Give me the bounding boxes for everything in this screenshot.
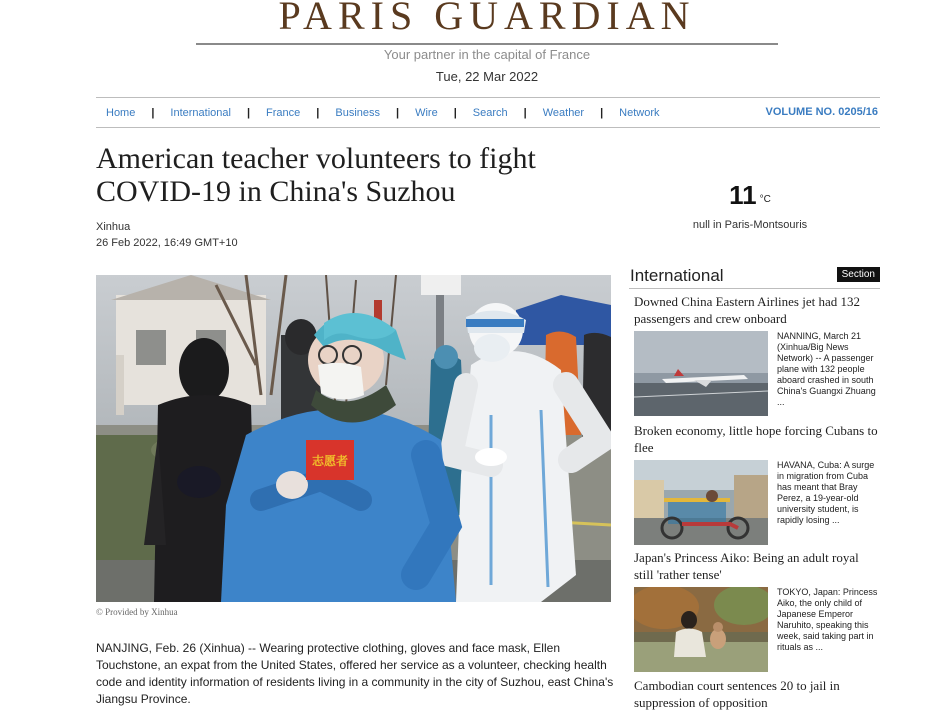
princess-photo-illustration — [634, 587, 768, 672]
nav-separator: | — [246, 106, 251, 119]
nav-items — [106, 98, 660, 127]
sidebar-story[interactable] — [634, 549, 880, 652]
weather-temperature — [670, 180, 830, 211]
article-headline: American teacher volunteers to fight COVID-19 in China's Suzhou — [96, 142, 536, 208]
logo-divider — [196, 43, 778, 45]
section-badge[interactable]: Section — [837, 267, 880, 282]
sidebar-story[interactable] — [634, 422, 880, 525]
nav-network-link[interactable]: Network — [619, 106, 660, 119]
photo-credit: © Provided by Xinhua — [96, 607, 178, 617]
weather-location: null in Paris-Montsouris — [692, 219, 808, 231]
story-thumbnail[interactable] — [634, 587, 768, 672]
nav-wire-link[interactable]: Wire — [415, 106, 438, 119]
nav-separator: | — [151, 106, 155, 119]
story-summary: HAVANA, Cuba: A surge in migration from Cuba has meant that Bray Perez, a 19-year-old university student, is rapidly losing ... — [777, 460, 875, 525]
volunteer-badge-text: 志愿者 — [311, 454, 349, 468]
nav-separator: | — [453, 106, 457, 119]
article-hero-photo — [96, 275, 611, 602]
sidebar-title: International — [630, 266, 724, 285]
story-summary: NANNING, March 21 (Xinhua/Big News Network) -- A passenger plane with 132 people aboard crashed in south China's Guangxi Zhuang ... — [777, 331, 876, 407]
story-title-link[interactable]: Cambodian court sentences 20 to jail in suppression of opposition — [634, 678, 840, 710]
nav-home-link[interactable]: Home — [106, 106, 136, 119]
weather-widget — [670, 180, 830, 231]
volume-number: VOLUME NO. 0205/16 — [765, 106, 878, 118]
nav-separator: | — [396, 106, 400, 119]
article-source: Xinhua — [96, 221, 131, 233]
temperature-unit: °C — [759, 194, 771, 205]
current-date: Tue, 22 Mar 2022 — [435, 69, 539, 84]
story-summary: TOKYO, Japan: Princess Aiko, the only child of Japanese Emperor Naruhito, speaking this week, said taking part in rituals as ... — [777, 587, 878, 652]
sidebar-header — [629, 266, 880, 289]
sidebar-story[interactable] — [634, 677, 880, 711]
article-published-date: 26 Feb 2022, 16:49 GMT+10 — [96, 237, 238, 249]
story-thumbnail[interactable] — [634, 331, 768, 416]
nav-france-link[interactable]: France — [266, 106, 301, 119]
temperature-value: 11 — [729, 180, 757, 210]
story-title-link[interactable]: Downed China Eastern Airlines jet had 132 passengers and crew onboard — [634, 294, 861, 326]
nav-separator: | — [523, 106, 527, 119]
nav-separator: | — [316, 106, 320, 119]
nav-separator: | — [600, 106, 604, 119]
nav-weather-link[interactable]: Weather — [542, 106, 585, 119]
hero-photo-illustration — [96, 275, 611, 602]
plane-photo-illustration — [634, 331, 768, 416]
masthead — [0, 0, 940, 95]
site-logo[interactable]: PARIS GUARDIAN — [278, 0, 696, 38]
story-title-link[interactable]: Broken economy, little hope forcing Cubans to flee — [634, 423, 878, 455]
nav-international-link[interactable]: International — [170, 106, 231, 119]
main-navigation — [96, 97, 880, 128]
nav-search-link[interactable]: Search — [472, 106, 508, 119]
international-sidebar — [629, 266, 880, 710]
story-thumbnail[interactable] — [634, 460, 768, 545]
story-title-link[interactable]: Japan's Princess Aiko: Being an adult royal still 'rather tense' — [634, 550, 859, 582]
cuba-photo-illustration — [634, 460, 768, 545]
sidebar-story[interactable] — [634, 293, 880, 407]
article-lead-paragraph: NANJING, Feb. 26 (Xinhua) -- Wearing protective clothing, gloves and face mask, Ellen Touchstone, an expat from the United States, offered her service as a volunteer, checking health code and identity information of residents living in a community in the city of Suzhou, east China's Jiangsu Province. — [96, 641, 614, 706]
nav-business-link[interactable]: Business — [335, 106, 381, 119]
site-tagline: Your partner in the capital of France — [383, 47, 591, 62]
